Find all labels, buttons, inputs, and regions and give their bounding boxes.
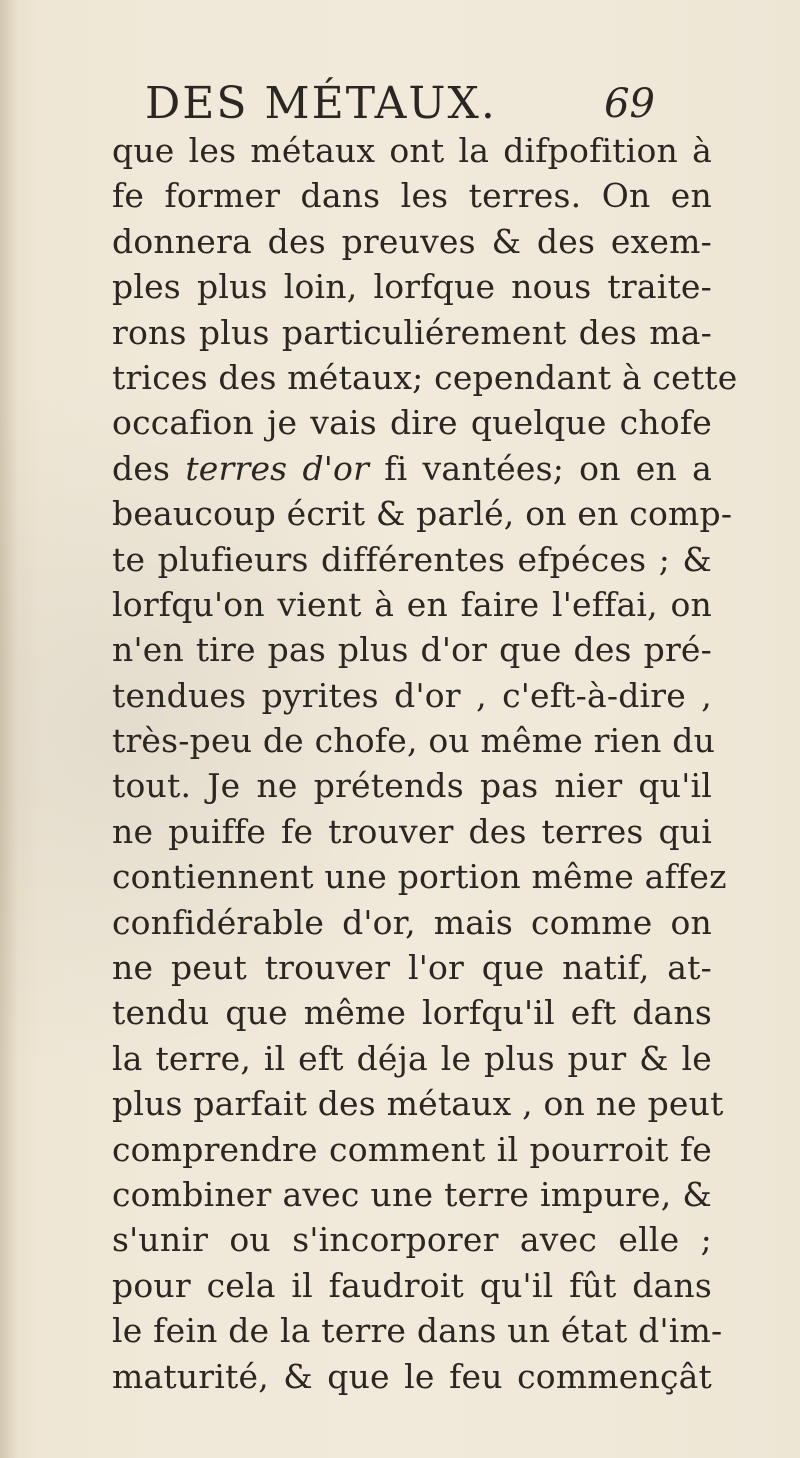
text-line: ne peut trouver l'or que natif, at- (112, 948, 712, 988)
text-line: combiner avec une terre impure, & (112, 1174, 712, 1214)
gutter-shadow (0, 0, 18, 1458)
text-line: le fein de la terre dans un état d'im- (112, 1311, 723, 1351)
text-line: contiennent une portion même affez (112, 857, 727, 897)
text-line: te plufieurs différentes efpéces ; & (112, 539, 712, 579)
text-line: n'en tire pas plus d'or que des pré- (112, 630, 712, 670)
text-line: que les métaux ont la difpofition à (112, 131, 712, 170)
text-line: trices des métaux; cependant à cette (112, 357, 738, 397)
text-line: très-peu de chofe, ou même rien du (112, 721, 716, 761)
text-line: lorfqu'on vient à en faire l'effai, on (112, 584, 712, 624)
text-line: beaucoup écrit & parlé, on en comp- (112, 494, 733, 534)
text-line: tout. Je ne prétends pas nier qu'il (112, 766, 712, 806)
text-line: rons plus particuliérement des ma- (112, 312, 712, 352)
text-line: des terres d'or fi vantées; on en a (112, 448, 712, 488)
text-line: pour cela il faudroit qu'il fût dans (112, 1265, 712, 1305)
text-line: plus parfait des métaux , on ne peut (112, 1084, 724, 1124)
page-number: 69 (604, 81, 655, 127)
text-line: s'unir ou s'incorporer avec elle ; (112, 1220, 712, 1260)
text-line: occafion je vais dire quelque chofe (112, 403, 712, 443)
text-line: confidérable d'or, mais comme on (112, 902, 712, 942)
body-text (112, 128, 738, 1399)
text-line: ples plus loin, lorfque nous traite- (112, 267, 712, 307)
text-line: ne puiffe fe trouver des terres qui (112, 811, 712, 851)
text-line: tendu que même lorfqu'il eft dans (112, 993, 712, 1033)
italic-phrase: terres d'or (185, 448, 370, 488)
text-line: donnera des preuves & des exem- (112, 221, 712, 261)
text-line: maturité, & que le feu commençât (112, 1356, 712, 1396)
running-head: DES MÉTAUX. (145, 78, 497, 129)
page-header (145, 74, 655, 134)
text-line: comprendre comment il pourroit fe (112, 1129, 712, 1169)
text-line: la terre, il eft déja le plus pur & le (112, 1038, 712, 1078)
text-line: fe former dans les terres. On en (112, 176, 712, 216)
text-line: tendues pyrites d'or , c'eft-à-dire , (112, 675, 712, 715)
